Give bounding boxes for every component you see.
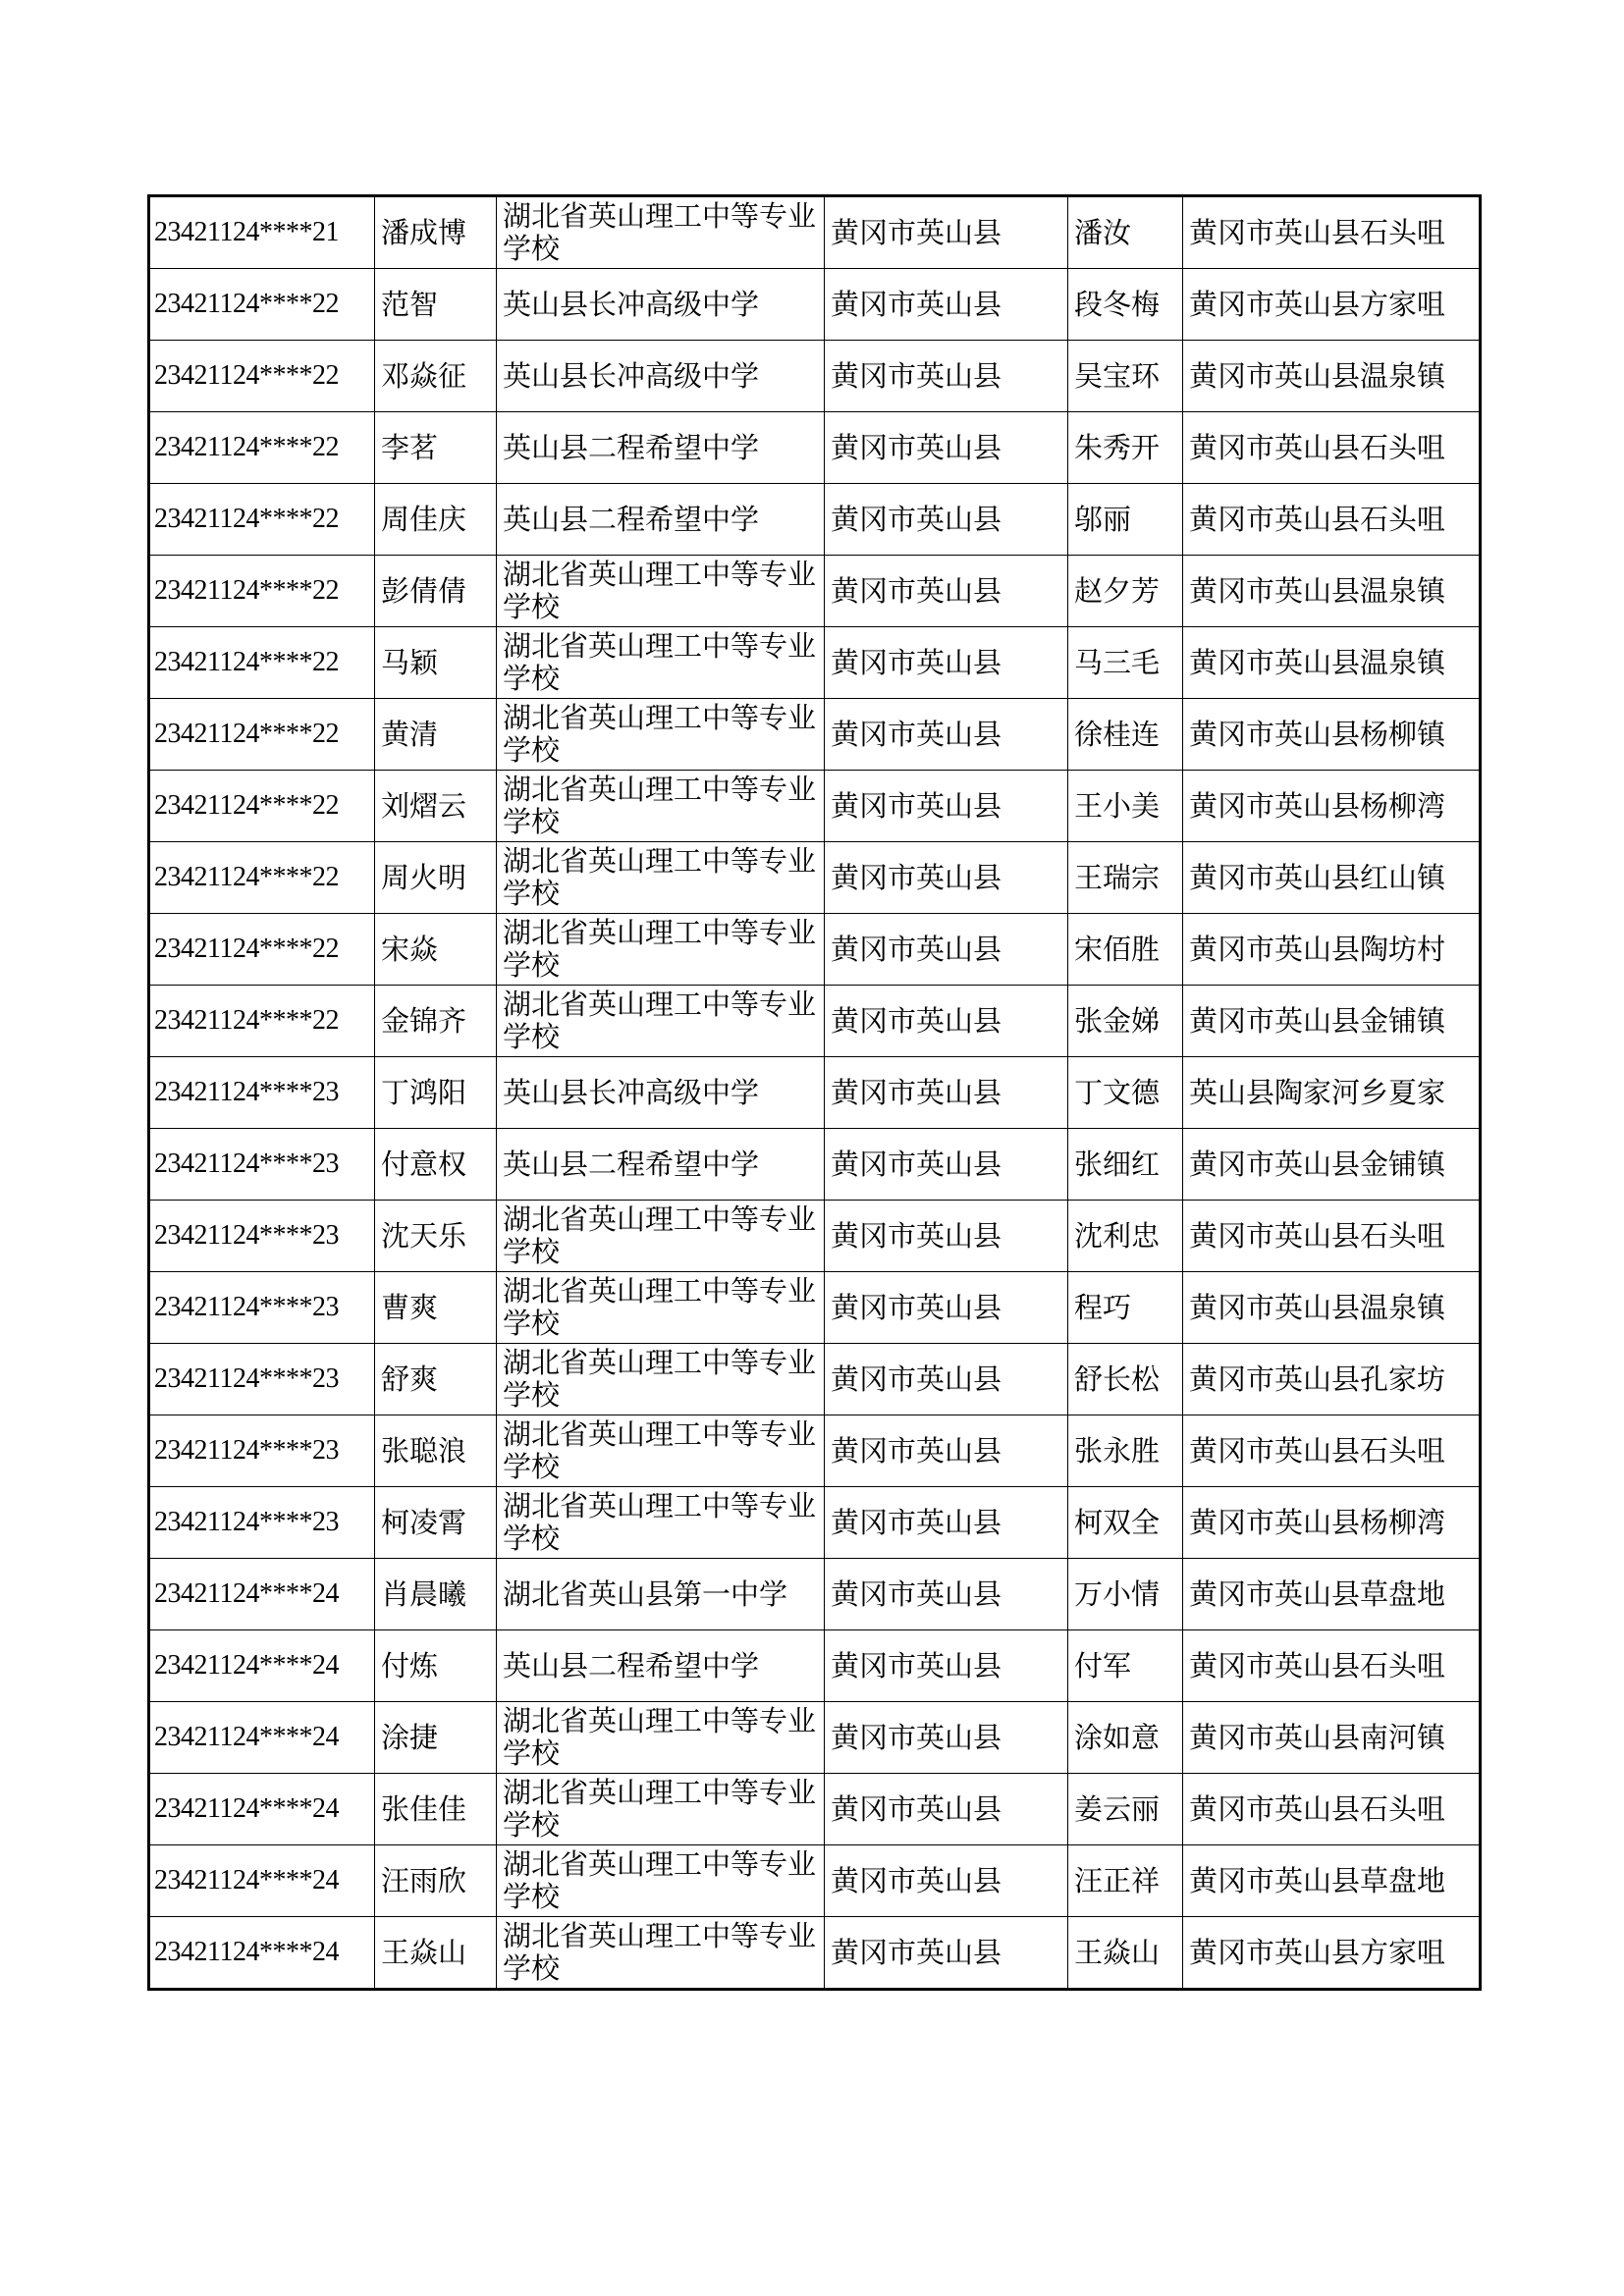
student-id-cell: 23421124****22 (149, 341, 375, 412)
student-name-cell: 王焱山 (375, 1917, 497, 1990)
region-cell: 黄冈市英山县 (825, 412, 1068, 484)
table-row (149, 1702, 1481, 1774)
student-id-cell: 23421124****24 (149, 1774, 375, 1845)
table-row (149, 986, 1481, 1057)
region-cell: 黄冈市英山县 (825, 1630, 1068, 1702)
address-cell: 黄冈市英山县陶坊村 (1183, 914, 1481, 986)
student-id-cell: 23421124****22 (149, 986, 375, 1057)
address-cell: 黄冈市英山县红山镇 (1183, 842, 1481, 914)
address-cell: 黄冈市英山县杨柳湾 (1183, 1487, 1481, 1559)
student-name-cell: 张聪浪 (375, 1415, 497, 1487)
guardian-cell: 宋佰胜 (1068, 914, 1183, 986)
school-cell: 湖北省英山理工中等专业学校 (497, 196, 825, 269)
table-row (149, 699, 1481, 771)
student-name-cell: 曹爽 (375, 1272, 497, 1344)
address-cell: 黄冈市英山县石头咀 (1183, 1415, 1481, 1487)
guardian-cell: 汪正祥 (1068, 1845, 1183, 1917)
address-cell: 黄冈市英山县温泉镇 (1183, 627, 1481, 699)
address-cell: 黄冈市英山县温泉镇 (1183, 1272, 1481, 1344)
student-id-cell: 23421124****22 (149, 699, 375, 771)
roster-body (149, 196, 1481, 1990)
guardian-cell: 吴宝环 (1068, 341, 1183, 412)
student-id-cell: 23421124****24 (149, 1702, 375, 1774)
guardian-cell: 潘汝 (1068, 196, 1183, 269)
region-cell: 黄冈市英山县 (825, 1845, 1068, 1917)
region-cell: 黄冈市英山县 (825, 1057, 1068, 1129)
table-row (149, 412, 1481, 484)
region-cell: 黄冈市英山县 (825, 1415, 1068, 1487)
school-cell: 湖北省英山理工中等专业学校 (497, 1344, 825, 1415)
guardian-cell: 王焱山 (1068, 1917, 1183, 1990)
address-cell: 黄冈市英山县金铺镇 (1183, 1129, 1481, 1201)
address-cell: 黄冈市英山县方家咀 (1183, 269, 1481, 341)
region-cell: 黄冈市英山县 (825, 1702, 1068, 1774)
address-cell: 黄冈市英山县金铺镇 (1183, 986, 1481, 1057)
table-row (149, 1415, 1481, 1487)
student-id-cell: 23421124****22 (149, 269, 375, 341)
address-cell: 黄冈市英山县温泉镇 (1183, 341, 1481, 412)
table-row (149, 1344, 1481, 1415)
student-name-cell: 潘成博 (375, 196, 497, 269)
school-cell: 湖北省英山理工中等专业学校 (497, 627, 825, 699)
region-cell: 黄冈市英山县 (825, 1201, 1068, 1272)
student-id-cell: 23421124****23 (149, 1344, 375, 1415)
student-id-cell: 23421124****22 (149, 412, 375, 484)
student-name-cell: 付意权 (375, 1129, 497, 1201)
table-row (149, 1487, 1481, 1559)
table-row (149, 914, 1481, 986)
region-cell: 黄冈市英山县 (825, 1272, 1068, 1344)
guardian-cell: 舒长松 (1068, 1344, 1183, 1415)
student-name-cell: 彭倩倩 (375, 556, 497, 627)
school-cell: 英山县长冲高级中学 (497, 269, 825, 341)
region-cell: 黄冈市英山县 (825, 484, 1068, 556)
school-cell: 英山县二程希望中学 (497, 484, 825, 556)
student-id-cell: 23421124****24 (149, 1845, 375, 1917)
student-id-cell: 23421124****23 (149, 1057, 375, 1129)
address-cell: 黄冈市英山县石头咀 (1183, 196, 1481, 269)
table-row (149, 1630, 1481, 1702)
region-cell: 黄冈市英山县 (825, 914, 1068, 986)
school-cell: 湖北省英山理工中等专业学校 (497, 699, 825, 771)
school-cell: 湖北省英山理工中等专业学校 (497, 1917, 825, 1990)
table-row (149, 1559, 1481, 1630)
region-cell: 黄冈市英山县 (825, 556, 1068, 627)
school-cell: 湖北省英山理工中等专业学校 (497, 1415, 825, 1487)
region-cell: 黄冈市英山县 (825, 699, 1068, 771)
student-name-cell: 周佳庆 (375, 484, 497, 556)
region-cell: 黄冈市英山县 (825, 771, 1068, 842)
student-id-cell: 23421124****24 (149, 1917, 375, 1990)
guardian-cell: 万小情 (1068, 1559, 1183, 1630)
guardian-cell: 涂如意 (1068, 1702, 1183, 1774)
address-cell: 黄冈市英山县草盘地 (1183, 1845, 1481, 1917)
student-id-cell: 23421124****22 (149, 484, 375, 556)
region-cell: 黄冈市英山县 (825, 1129, 1068, 1201)
student-name-cell: 涂捷 (375, 1702, 497, 1774)
address-cell: 黄冈市英山县石头咀 (1183, 1630, 1481, 1702)
student-id-cell: 23421124****23 (149, 1487, 375, 1559)
table-row (149, 269, 1481, 341)
student-id-cell: 23421124****23 (149, 1272, 375, 1344)
address-cell: 黄冈市英山县孔家坊 (1183, 1344, 1481, 1415)
address-cell: 黄冈市英山县方家咀 (1183, 1917, 1481, 1990)
region-cell: 黄冈市英山县 (825, 1774, 1068, 1845)
guardian-cell: 付军 (1068, 1630, 1183, 1702)
guardian-cell: 张细红 (1068, 1129, 1183, 1201)
region-cell: 黄冈市英山县 (825, 1344, 1068, 1415)
school-cell: 英山县二程希望中学 (497, 412, 825, 484)
table-row (149, 1129, 1481, 1201)
table-row (149, 341, 1481, 412)
student-id-cell: 23421124****24 (149, 1559, 375, 1630)
guardian-cell: 邬丽 (1068, 484, 1183, 556)
address-cell: 黄冈市英山县杨柳镇 (1183, 699, 1481, 771)
region-cell: 黄冈市英山县 (825, 1487, 1068, 1559)
school-cell: 湖北省英山理工中等专业学校 (497, 842, 825, 914)
region-cell: 黄冈市英山县 (825, 842, 1068, 914)
table-row (149, 484, 1481, 556)
guardian-cell: 徐桂连 (1068, 699, 1183, 771)
table-row (149, 1917, 1481, 1990)
address-cell: 黄冈市英山县石头咀 (1183, 412, 1481, 484)
school-cell: 英山县长冲高级中学 (497, 341, 825, 412)
region-cell: 黄冈市英山县 (825, 1917, 1068, 1990)
student-name-cell: 邓焱征 (375, 341, 497, 412)
student-name-cell: 舒爽 (375, 1344, 497, 1415)
student-name-cell: 付炼 (375, 1630, 497, 1702)
student-name-cell: 柯凌霄 (375, 1487, 497, 1559)
table-row (149, 842, 1481, 914)
student-id-cell: 23421124****22 (149, 842, 375, 914)
region-cell: 黄冈市英山县 (825, 341, 1068, 412)
student-id-cell: 23421124****23 (149, 1415, 375, 1487)
student-name-cell: 宋焱 (375, 914, 497, 986)
student-name-cell: 汪雨欣 (375, 1845, 497, 1917)
guardian-cell: 王小美 (1068, 771, 1183, 842)
address-cell: 黄冈市英山县南河镇 (1183, 1702, 1481, 1774)
address-cell: 黄冈市英山县温泉镇 (1183, 556, 1481, 627)
school-cell: 湖北省英山理工中等专业学校 (497, 1272, 825, 1344)
student-id-cell: 23421124****22 (149, 771, 375, 842)
school-cell: 湖北省英山理工中等专业学校 (497, 1702, 825, 1774)
school-cell: 湖北省英山理工中等专业学校 (497, 986, 825, 1057)
guardian-cell: 朱秀开 (1068, 412, 1183, 484)
student-name-cell: 李茗 (375, 412, 497, 484)
student-id-cell: 23421124****23 (149, 1201, 375, 1272)
student-id-cell: 23421124****22 (149, 627, 375, 699)
guardian-cell: 柯双全 (1068, 1487, 1183, 1559)
guardian-cell: 沈利忠 (1068, 1201, 1183, 1272)
student-name-cell: 金锦齐 (375, 986, 497, 1057)
guardian-cell: 张金娣 (1068, 986, 1183, 1057)
student-id-cell: 23421124****21 (149, 196, 375, 269)
table-row (149, 1057, 1481, 1129)
guardian-cell: 王瑞宗 (1068, 842, 1183, 914)
school-cell: 湖北省英山理工中等专业学校 (497, 1845, 825, 1917)
school-cell: 英山县长冲高级中学 (497, 1057, 825, 1129)
student-name-cell: 张佳佳 (375, 1774, 497, 1845)
school-cell: 湖北省英山理工中等专业学校 (497, 1487, 825, 1559)
table-row (149, 1201, 1481, 1272)
region-cell: 黄冈市英山县 (825, 986, 1068, 1057)
student-id-cell: 23421124****24 (149, 1630, 375, 1702)
table-row (149, 1272, 1481, 1344)
address-cell: 黄冈市英山县草盘地 (1183, 1559, 1481, 1630)
school-cell: 英山县二程希望中学 (497, 1129, 825, 1201)
student-name-cell: 肖晨曦 (375, 1559, 497, 1630)
table-row (149, 771, 1481, 842)
address-cell: 英山县陶家河乡夏家 (1183, 1057, 1481, 1129)
student-name-cell: 沈天乐 (375, 1201, 497, 1272)
school-cell: 湖北省英山县第一中学 (497, 1559, 825, 1630)
student-id-cell: 23421124****22 (149, 556, 375, 627)
guardian-cell: 段冬梅 (1068, 269, 1183, 341)
student-name-cell: 马颖 (375, 627, 497, 699)
region-cell: 黄冈市英山县 (825, 269, 1068, 341)
guardian-cell: 马三毛 (1068, 627, 1183, 699)
table-row (149, 627, 1481, 699)
student-name-cell: 丁鸿阳 (375, 1057, 497, 1129)
school-cell: 湖北省英山理工中等专业学校 (497, 1201, 825, 1272)
school-cell: 湖北省英山理工中等专业学校 (497, 914, 825, 986)
student-name-cell: 刘熠云 (375, 771, 497, 842)
table-row (149, 196, 1481, 269)
table-row (149, 1774, 1481, 1845)
student-name-cell: 范智 (375, 269, 497, 341)
address-cell: 黄冈市英山县石头咀 (1183, 1774, 1481, 1845)
guardian-cell: 姜云丽 (1068, 1774, 1183, 1845)
region-cell: 黄冈市英山县 (825, 196, 1068, 269)
table-row (149, 556, 1481, 627)
table-row (149, 1845, 1481, 1917)
guardian-cell: 赵夕芳 (1068, 556, 1183, 627)
guardian-cell: 程巧 (1068, 1272, 1183, 1344)
student-id-cell: 23421124****22 (149, 914, 375, 986)
guardian-cell: 丁文德 (1068, 1057, 1183, 1129)
guardian-cell: 张永胜 (1068, 1415, 1183, 1487)
region-cell: 黄冈市英山县 (825, 627, 1068, 699)
region-cell: 黄冈市英山县 (825, 1559, 1068, 1630)
address-cell: 黄冈市英山县杨柳湾 (1183, 771, 1481, 842)
student-name-cell: 周火明 (375, 842, 497, 914)
school-cell: 湖北省英山理工中等专业学校 (497, 556, 825, 627)
student-roster-table (147, 194, 1482, 1991)
school-cell: 湖北省英山理工中等专业学校 (497, 1774, 825, 1845)
school-cell: 湖北省英山理工中等专业学校 (497, 771, 825, 842)
student-name-cell: 黄清 (375, 699, 497, 771)
address-cell: 黄冈市英山县石头咀 (1183, 484, 1481, 556)
address-cell: 黄冈市英山县石头咀 (1183, 1201, 1481, 1272)
school-cell: 英山县二程希望中学 (497, 1630, 825, 1702)
student-id-cell: 23421124****23 (149, 1129, 375, 1201)
